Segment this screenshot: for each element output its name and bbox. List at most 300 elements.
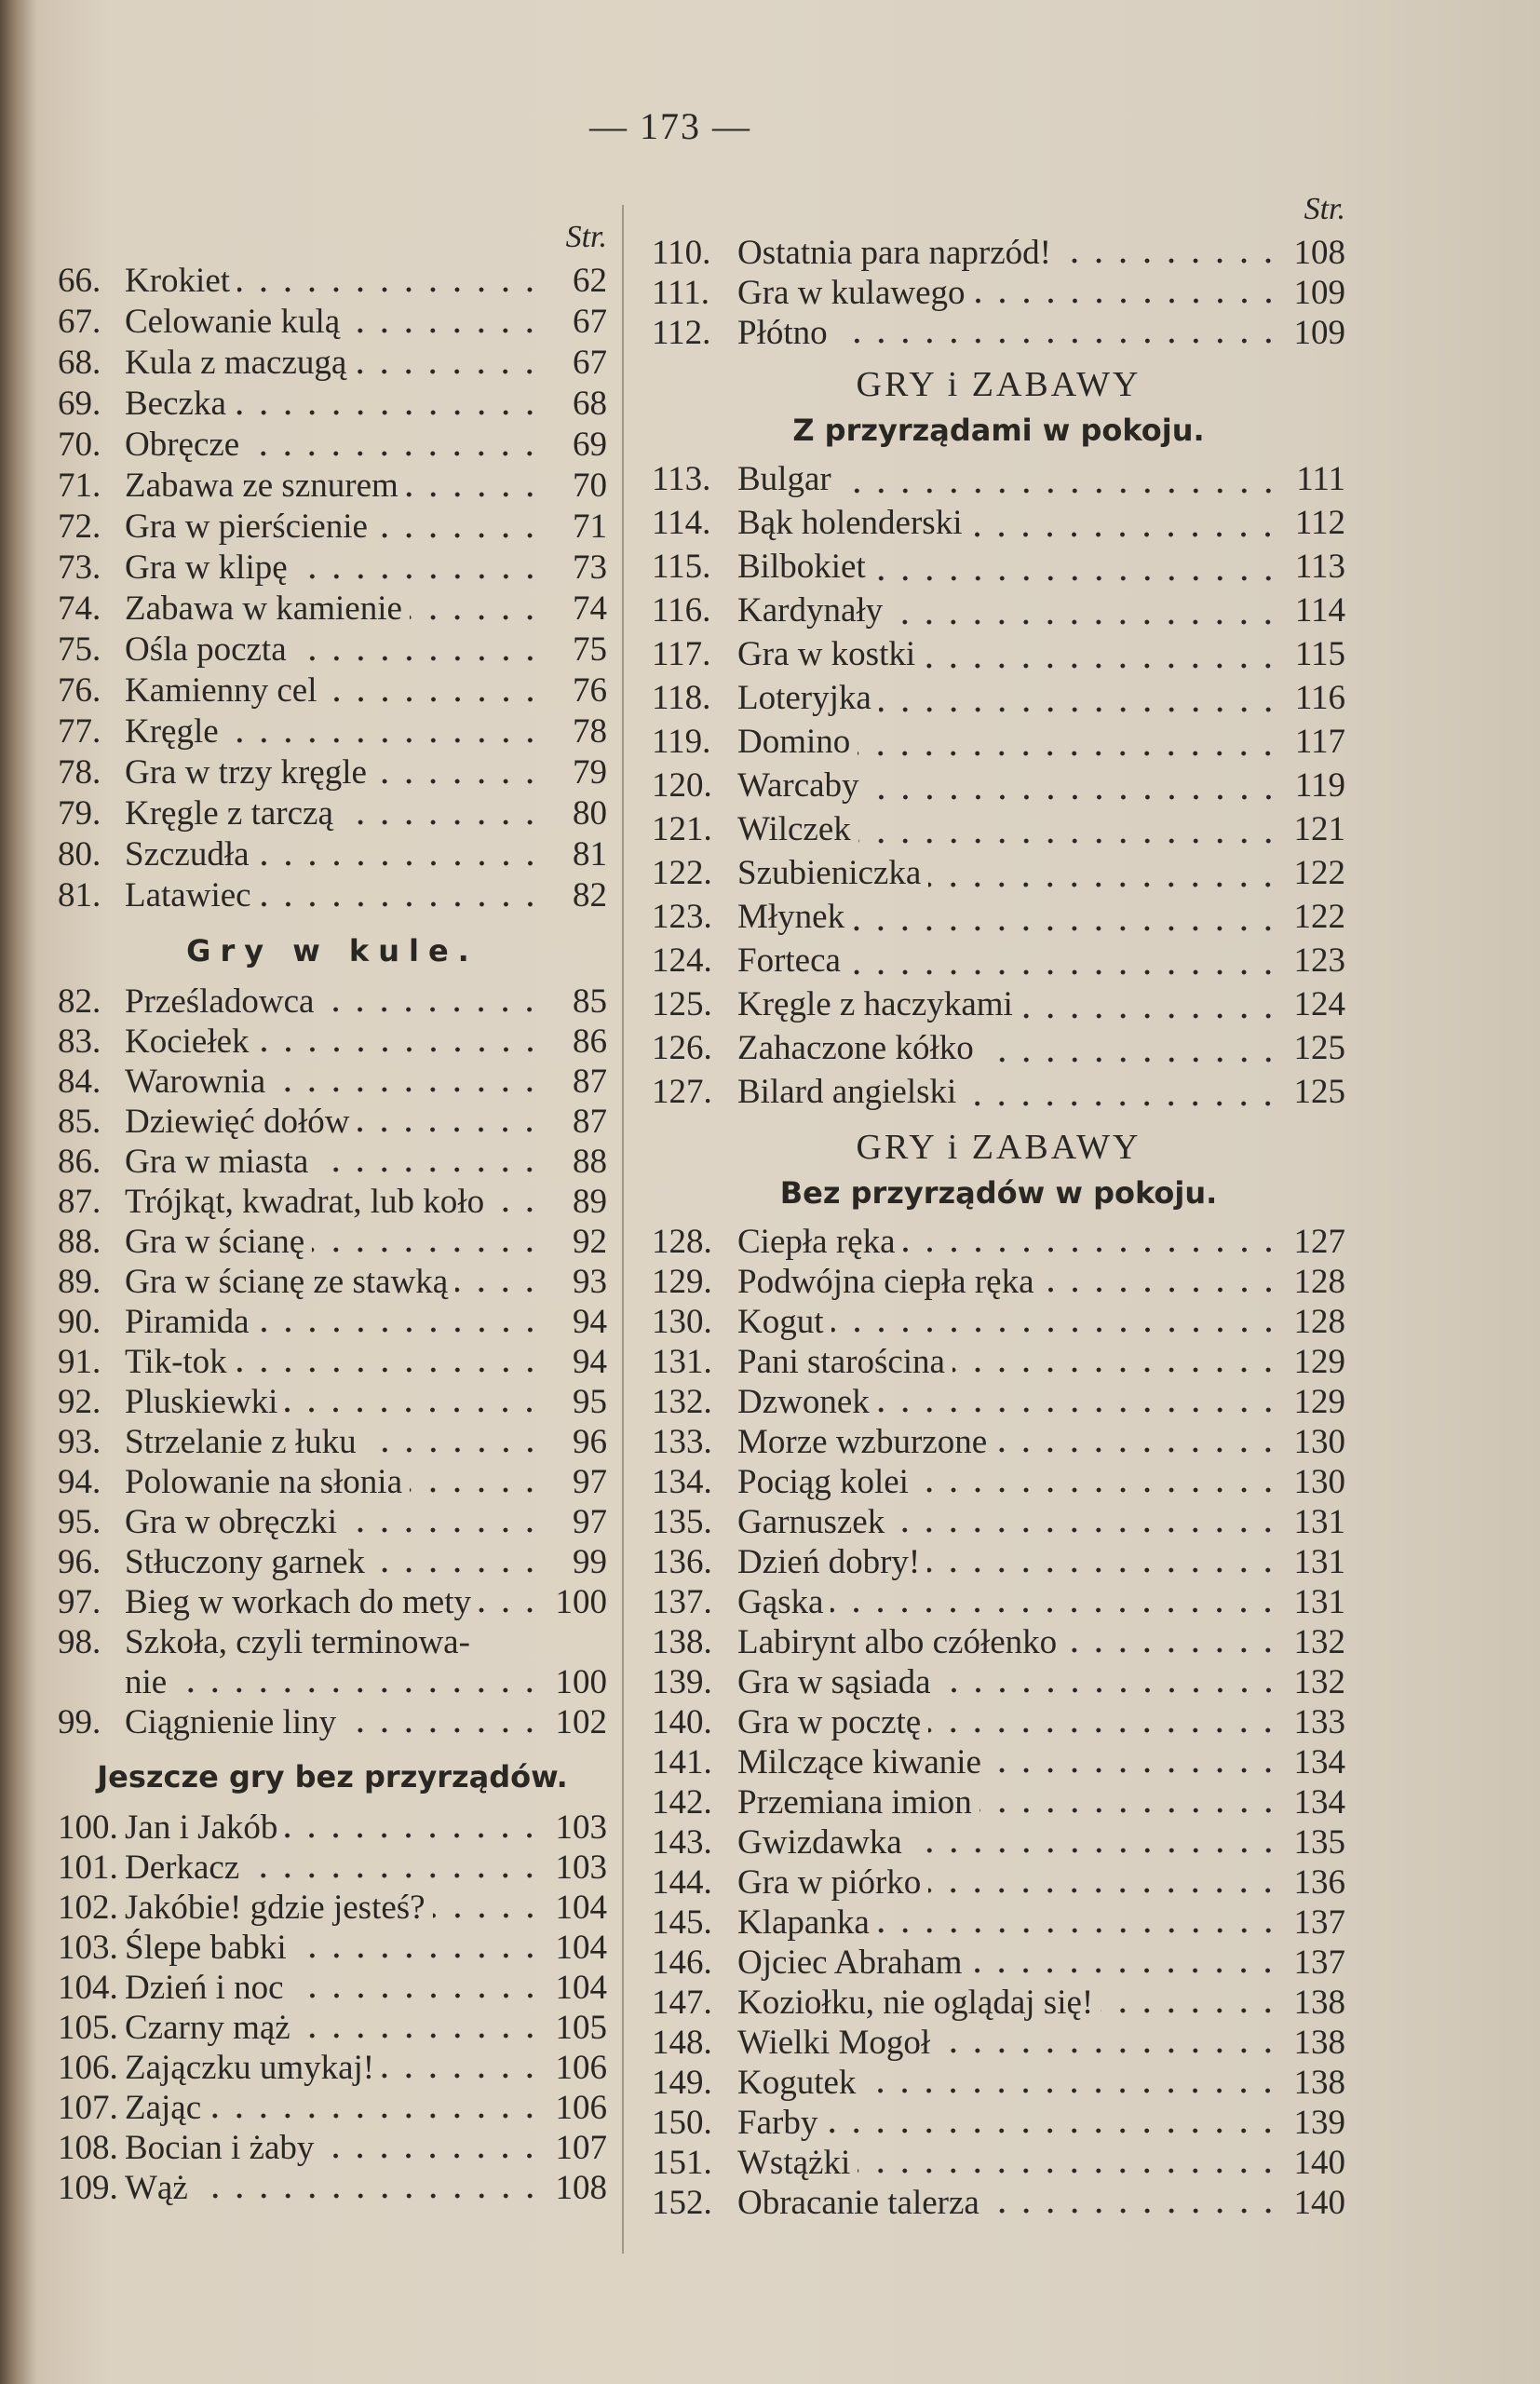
dot-leader [873, 576, 1280, 581]
toc-right-column [652, 192, 1345, 2223]
toc-entry [58, 1888, 607, 1928]
entry-number: 151. [652, 2144, 712, 2182]
entry-page: 105 [555, 2009, 607, 2047]
entry-number: 105. [58, 2009, 118, 2047]
dot-leader [969, 1968, 1280, 1973]
entry-title: Ślepe babki [125, 1929, 287, 1967]
entry-page: 117 [1294, 723, 1345, 761]
entry-page: 82 [573, 876, 607, 914]
entry-page: 103 [555, 1849, 607, 1887]
entry-number: 129. [652, 1263, 712, 1301]
dot-leader [1020, 1013, 1280, 1019]
dot-leader [910, 1848, 1280, 1853]
entry-page: 113 [1294, 548, 1345, 586]
entry-number: 124. [652, 941, 712, 980]
dot-leader [1064, 1647, 1280, 1653]
entry-number: 73. [58, 549, 101, 587]
toc-entry [652, 809, 1345, 853]
toc-entry [58, 1062, 607, 1102]
toc-entry [652, 273, 1345, 313]
entry-page: 106 [555, 2089, 607, 2127]
dot-leader [923, 663, 1280, 669]
entry-number: 95. [58, 1503, 101, 1541]
toc-entry [58, 670, 607, 711]
entry-page: 95 [573, 1383, 607, 1421]
toc-entry [652, 897, 1345, 941]
toc-entry [58, 1622, 607, 1662]
entry-page: 116 [1294, 679, 1345, 717]
entry-page: 137 [1293, 1944, 1345, 1982]
dot-leader [406, 492, 542, 497]
dot-leader [196, 2193, 542, 2199]
entry-title: Kociełek [125, 1023, 250, 1061]
dot-leader [341, 820, 542, 825]
entry-number: 104. [58, 1969, 118, 2007]
entry-title: Kogutek [737, 2064, 857, 2102]
entry-title: Podwójna ciepła ręka [737, 1263, 1034, 1301]
entry-title: Zając [125, 2089, 202, 2127]
entry-title: Dzień i noc [125, 1969, 284, 2007]
entry-title: Bocian i żaby [125, 2129, 315, 2167]
section-subheading: Z przyrządami w pokoju. [792, 413, 1205, 448]
entry-page: 129 [1293, 1343, 1345, 1381]
entry-number: 123. [652, 898, 712, 936]
dot-leader [257, 1047, 542, 1052]
dot-leader [321, 1007, 542, 1012]
dot-leader [835, 338, 1280, 344]
dot-leader [492, 1207, 542, 1212]
dot-leader [877, 1928, 1280, 1933]
entry-title: Koziołku, nie oglądaj się! [737, 1984, 1094, 2022]
section-heading: GRY i ZABAWY [856, 365, 1141, 404]
entry-page: 104 [555, 1969, 607, 2007]
entry-page: 112 [1294, 504, 1345, 542]
entry-page: 94 [573, 1343, 607, 1381]
toc-entry [652, 1422, 1345, 1462]
toc-entry [58, 1928, 607, 1968]
toc-entry [652, 1622, 1345, 1662]
entry-title: Wielki Mogoł [737, 2024, 931, 2062]
toc-entry [652, 503, 1345, 547]
dot-leader [357, 1127, 542, 1132]
entry-number: 113. [652, 460, 711, 498]
dot-leader [285, 1833, 542, 1838]
entry-number: 118. [652, 679, 711, 717]
entry-page: 108 [1293, 234, 1345, 272]
dot-leader [938, 2048, 1280, 2053]
dot-leader [867, 794, 1280, 800]
toc-entry [58, 1502, 607, 1542]
dot-leader [831, 1607, 1280, 1613]
entry-title: Morze wzburzone [737, 1423, 988, 1461]
entry-number: 77. [58, 712, 101, 751]
entry-page: 128 [1293, 1263, 1345, 1301]
toc-entry [652, 678, 1345, 722]
dot-leader [325, 697, 543, 702]
dot-leader [226, 738, 542, 743]
toc-entry [652, 547, 1345, 590]
toc-entry [652, 1662, 1345, 1702]
entry-page: 129 [1293, 1383, 1345, 1421]
entry-number: 91. [58, 1343, 101, 1381]
toc-entry [652, 1502, 1345, 1542]
toc-entry [58, 2128, 607, 2168]
entry-title: Zajączku umykaj! [125, 2049, 375, 2087]
entry-number: 115. [652, 548, 711, 586]
entry-number: 111. [652, 274, 710, 312]
entry-number: 94. [58, 1463, 101, 1501]
toc-entry [652, 1702, 1345, 1742]
entry-number: 79. [58, 794, 101, 833]
toc-entry [58, 2008, 607, 2048]
entry-page: 97 [573, 1503, 607, 1541]
toc-entry [652, 1943, 1345, 1983]
toc-entry [58, 982, 607, 1022]
entry-page: 107 [555, 2129, 607, 2167]
entry-number: 102. [58, 1889, 118, 1927]
toc-entry [58, 1702, 607, 1742]
entry-number: 100. [58, 1808, 118, 1847]
entry-number: 133. [652, 1423, 712, 1461]
entry-title: Gra w pocztę [737, 1703, 922, 1741]
entry-page: 135 [1293, 1823, 1345, 1862]
entry-number: 89. [58, 1263, 101, 1301]
entry-title: Gra w ścianę ze stawką [125, 1263, 449, 1301]
toc-entry [58, 2168, 607, 2208]
dot-leader [1101, 2008, 1280, 2013]
toc-entry [58, 1382, 607, 1422]
toc-entry [652, 1072, 1345, 1116]
entry-title: Wąż [125, 2169, 188, 2207]
toc-entry [652, 1302, 1345, 1342]
entry-title: Polowanie na słonia [125, 1463, 403, 1501]
entry-number: 147. [652, 1984, 712, 2022]
entry-number: 71. [58, 467, 101, 505]
dot-leader [928, 882, 1280, 887]
entry-title: Obracanie talerza [737, 2184, 979, 2222]
entry-title: Gwizdawka [737, 1823, 902, 1862]
toc-entry [58, 589, 607, 630]
toc-entry [58, 1542, 607, 1582]
entry-number: 81. [58, 876, 101, 914]
toc-entry [58, 1582, 607, 1622]
dot-leader [347, 328, 542, 333]
entry-title: Płótno [737, 314, 828, 352]
entry-page: 138 [1293, 2064, 1345, 2102]
entry-page: 131 [1293, 1543, 1345, 1581]
entry-page: 140 [1293, 2184, 1345, 2222]
entry-page: 67 [573, 303, 607, 341]
toc-entry [652, 1462, 1345, 1502]
entry-page: 71 [573, 508, 607, 546]
entry-page: 140 [1293, 2144, 1345, 2182]
dot-leader [848, 969, 1280, 975]
entry-number: 131. [652, 1343, 712, 1381]
entry-number: 126. [652, 1029, 712, 1067]
entry-title: Tik-tok [125, 1343, 227, 1381]
entry-title: Warcaby [737, 766, 859, 805]
entry-title: Warownia [125, 1063, 266, 1101]
entry-title: Klapanka [737, 1903, 870, 1942]
entry-title: Ostatnia para naprzód! [737, 234, 1051, 272]
entry-number: 85. [58, 1103, 101, 1141]
toc-entry [652, 590, 1345, 634]
toc-entry [58, 507, 607, 548]
entry-title: Ojciec Abraham [737, 1944, 963, 1982]
entry-title: Strzelanie z łuku [125, 1423, 357, 1461]
entry-page: 85 [573, 982, 607, 1021]
entry-title: Dziewięć dołów [125, 1103, 350, 1141]
dot-leader [1042, 1287, 1281, 1293]
entry-page: 124 [1293, 985, 1345, 1023]
entry-title: Gra w obręczki [125, 1503, 338, 1541]
toc-entry [652, 1262, 1345, 1302]
entry-page: 128 [1293, 1303, 1345, 1341]
toc-entry [58, 1462, 607, 1502]
entry-title: Czarny mąż [125, 2009, 290, 2047]
entry-page: 111 [1296, 460, 1345, 498]
toc-entry [58, 1262, 607, 1302]
entry-number: 68. [58, 344, 101, 382]
dot-leader [964, 1101, 1280, 1106]
entry-number: 78. [58, 753, 101, 792]
entry-page: 137 [1293, 1903, 1345, 1942]
dot-leader [987, 2208, 1280, 2214]
dot-leader [863, 2088, 1280, 2093]
toc-entry [652, 2023, 1345, 2063]
entry-title: Gra w klipę [125, 549, 288, 587]
dot-leader [295, 574, 542, 579]
toc-entry [58, 834, 607, 875]
entry-title: Kardynały [737, 591, 884, 630]
dot-leader [285, 1407, 542, 1413]
toc-entry [58, 1342, 607, 1382]
toc-entry [58, 793, 607, 834]
dot-leader [973, 298, 1280, 304]
dot-leader [410, 1487, 542, 1493]
entry-number: 149. [652, 2064, 712, 2102]
entry-title: Kula z maczugą [125, 344, 347, 382]
toc-entry [652, 634, 1345, 678]
entry-title: Labirynt albo czółenko [737, 1623, 1058, 1661]
entry-number: 90. [58, 1303, 101, 1341]
entry-title: Zabawa ze sznurem [125, 467, 399, 505]
toc-entry [58, 1808, 607, 1848]
toc-entry [652, 233, 1345, 273]
entry-title: Jan i Jakób [125, 1808, 278, 1847]
toc-entry [58, 1142, 607, 1182]
entry-title: Gra w ścianę [125, 1223, 305, 1261]
entry-number: 136. [652, 1543, 712, 1581]
toc-entry [58, 466, 607, 507]
entry-number: 109. [58, 2169, 118, 2207]
entry-page: 102 [555, 1703, 607, 1741]
dot-leader [257, 1327, 542, 1333]
entry-page: 87 [573, 1103, 607, 1141]
entry-page: 68 [573, 385, 607, 423]
dot-leader [312, 1247, 542, 1253]
dot-leader [294, 1953, 542, 1958]
entry-number: 142. [652, 1783, 712, 1822]
toc-entry [652, 2103, 1345, 2143]
entry-title: Zahaczone kółko [737, 1029, 974, 1067]
entry-title: Celowanie kulą [125, 303, 341, 341]
toc-entry [652, 1028, 1345, 1072]
toc-entry [58, 425, 607, 466]
entry-page: 125 [1293, 1029, 1345, 1067]
toc-entry [58, 1182, 607, 1222]
entry-title: Gra w pierścienie [125, 508, 368, 546]
toc-entry [652, 1983, 1345, 2023]
entry-page: 136 [1293, 1863, 1345, 1902]
toc-entry [652, 984, 1345, 1028]
dot-leader [879, 707, 1280, 712]
entry-page: 138 [1293, 2024, 1345, 2062]
dot-leader [298, 2033, 542, 2039]
entry-number: 134. [652, 1463, 712, 1501]
entry-page: 79 [573, 753, 607, 792]
entry-page: 133 [1293, 1703, 1345, 1741]
entry-page: 115 [1294, 635, 1345, 673]
dot-leader [928, 1727, 1280, 1733]
entry-title: Stłuczony garnek [125, 1543, 365, 1581]
entry-page: 97 [573, 1463, 607, 1501]
entry-title: Szczudła [125, 835, 250, 874]
entry-page: 103 [555, 1808, 607, 1847]
entry-title: Beczka [125, 385, 226, 423]
entry-title-continuation: nie [125, 1663, 168, 1701]
dot-leader [174, 1687, 542, 1693]
entry-number: 101. [58, 1849, 118, 1887]
entry-number: 114. [652, 504, 711, 542]
entry-page: 73 [573, 549, 607, 587]
dot-leader [981, 1057, 1280, 1063]
entry-title: Wstążki [737, 2144, 851, 2182]
entry-title: Gra w kostki [737, 635, 916, 673]
entry-page: 87 [573, 1063, 607, 1101]
entry-page: 104 [555, 1889, 607, 1927]
entry-number: 125. [652, 985, 712, 1023]
dot-leader [928, 1888, 1280, 1893]
entry-number: 116. [652, 591, 711, 630]
entry-number: 98. [58, 1623, 101, 1661]
toc-entry [652, 1342, 1345, 1382]
entry-number: 87. [58, 1183, 101, 1221]
entry-page: 109 [1293, 314, 1345, 352]
entry-page: 104 [555, 1929, 607, 1967]
dot-leader [375, 533, 542, 538]
entry-page: 125 [1293, 1073, 1345, 1111]
toc-entry [58, 384, 607, 425]
entry-number: 150. [652, 2104, 712, 2142]
entry-number: 80. [58, 835, 101, 874]
toc-entry [652, 722, 1345, 765]
entry-title: Kręgle z haczykami [737, 985, 1013, 1023]
dot-leader [257, 860, 542, 866]
section-heading: Gry w kule. [186, 933, 479, 968]
entry-number: 110. [652, 234, 711, 272]
toc-entry [652, 765, 1345, 809]
entry-page: 134 [1293, 1743, 1345, 1781]
entry-number: 72. [58, 508, 101, 546]
entry-number: 112. [652, 314, 711, 352]
entry-title: Młynek [737, 898, 845, 936]
entry-page: 132 [1293, 1623, 1345, 1661]
entry-title: Kogut [737, 1303, 824, 1341]
entry-page: 86 [573, 1023, 607, 1061]
entry-number: 130. [652, 1303, 712, 1341]
entry-page: 132 [1293, 1663, 1345, 1701]
toc-entry [58, 343, 607, 384]
entry-number: 121. [652, 810, 712, 848]
entry-page: 123 [1293, 941, 1345, 980]
entry-page: 78 [573, 712, 607, 751]
dot-leader [410, 615, 542, 620]
toc-entry [652, 2143, 1345, 2183]
entry-title: Gra w piórko [737, 1863, 922, 1902]
entry-number: 120. [652, 766, 712, 805]
entry-page: 99 [573, 1543, 607, 1581]
entry-title: Zabawa w kamienie [125, 589, 402, 628]
entry-number: 103. [58, 1929, 118, 1967]
toc-entry [652, 1542, 1345, 1582]
entry-number: 128. [652, 1223, 712, 1261]
entry-number: 138. [652, 1623, 712, 1661]
page-number: — 173 — [589, 105, 751, 147]
entry-title: Ciepła ręka [737, 1223, 896, 1261]
dot-leader [344, 1727, 542, 1733]
dot-leader [858, 751, 1280, 756]
dot-leader [209, 2113, 542, 2119]
entry-page: 106 [555, 2049, 607, 2087]
toc-entry [58, 630, 607, 670]
toc-entry [652, 941, 1345, 984]
entry-title: Bieg w workach do mety [125, 1583, 471, 1621]
dot-leader [354, 369, 542, 374]
entry-page: 76 [573, 671, 607, 710]
entry-title: Ośla poczta [125, 630, 287, 669]
toc-entry [58, 2048, 607, 2088]
dot-leader [247, 451, 542, 456]
toc-entry [652, 313, 1345, 353]
dot-leader [927, 1567, 1280, 1573]
dot-leader [382, 2073, 542, 2079]
dot-leader [890, 619, 1280, 625]
toc-entry [58, 752, 607, 793]
entry-title: Przemiana imion [737, 1783, 972, 1822]
entry-page: 89 [573, 1183, 607, 1221]
entry-page: 138 [1293, 1984, 1345, 2022]
toc-entry [652, 853, 1345, 897]
entry-number: 86. [58, 1143, 101, 1181]
entry-number: 127. [652, 1073, 712, 1111]
entry-title: Gra w miasta [125, 1143, 309, 1181]
page-column-label: Str. [565, 220, 607, 254]
column-divider [622, 205, 624, 2254]
entry-title: Pociąg kolei [737, 1463, 909, 1501]
dot-leader [952, 1367, 1280, 1373]
toc-entry [652, 2063, 1345, 2103]
section-subheading: Bez przyrządów w pokoju. [779, 1175, 1218, 1211]
entry-page: 75 [573, 630, 607, 669]
toc-entry [58, 302, 607, 343]
entry-title: Domino [737, 723, 851, 761]
toc-entry [58, 1022, 607, 1062]
entry-title: Kamienny cel [125, 671, 317, 710]
toc-left-column [58, 220, 607, 2208]
entry-number: 70. [58, 426, 101, 464]
entry-title: Kręgle [125, 712, 219, 751]
